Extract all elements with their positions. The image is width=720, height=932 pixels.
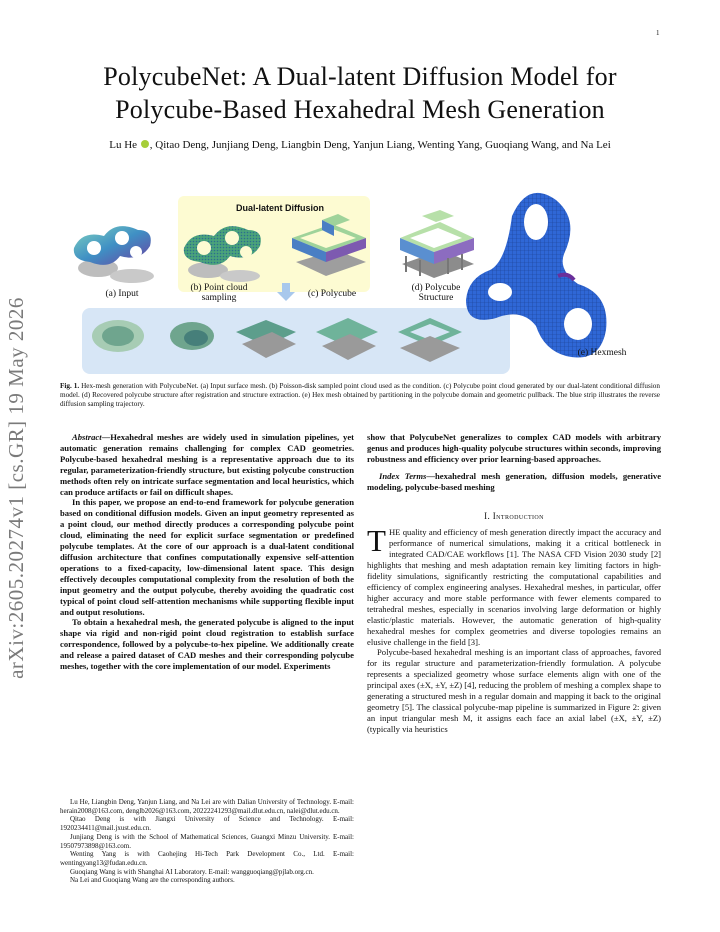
index-terms <box>367 471 661 493</box>
intro-paragraph-1 <box>367 523 661 647</box>
label-polycube-structure-line-1: (d) Polycube <box>411 283 461 293</box>
index-terms-label: Index Terms <box>379 470 427 481</box>
intro-lead: HE <box>388 527 401 538</box>
figure-1 <box>60 186 660 376</box>
footnote: Wenting Yang is with Caohejing Hi-Tech Park Development Co., Ltd. E-mail: wentingyang13@fudan.edu.cn. <box>60 850 354 867</box>
intro-paragraph-2: Polycube-based hexahedral meshing is an important class of approaches, favored for its regular structure and parameterization-friendly formulation. A polycube represents a specialized geometry whose surface elements align with one of the principal axes (±X, ±Y, ±Z) [4], reducing the problem of meshing a complex shape to generating a structured mesh in a regular domain and mapping it back to the original geometry [5]. The classical polycube-map pipeline is summarized in Figure 2: given an input triangular mesh M, it assigns each face an axial label (±X, ±Y, ±Z) (typically via heuristics <box>367 647 661 734</box>
caption-text: Hex-mesh generation with PolycubeNet. (a) Input surface mesh. (b) Poisson-disk sampled point cloud used as the condition. (c) Polycube point cloud generated by our dual-latent conditional diffusion model. (d) Recovered polycube structure after registration and structure extraction. (e) Hex mesh obtained by partitioning in the polycube domain and geometric pullback. The blue strip illustrates the reverse diffusion sampling trajectory. <box>60 382 660 408</box>
abstract-paragraph-3: To obtain a hexahedral mesh, the generated polycube is aligned to the input shape via rigid and non-rigid point cloud registration to establish surface correspondence, followed by a polycube-to-hex pipeline. We additionally create and release a paired dataset of CAD meshes and their corresponding polycube meshes, together with the core implementation of our model. Experiments <box>60 617 354 672</box>
figure-caption <box>60 382 660 409</box>
sampling-trajectory-strip <box>82 308 510 374</box>
introduction-body <box>367 523 661 734</box>
other-authors: , Qitao Deng, Junjiang Deng, Liangbin Deng, Yanjun Liang, Wenting Yang, Guoqiang Wang, and Na Lei <box>149 139 611 151</box>
left-column <box>60 432 354 672</box>
footnote: Lu He, Liangbin Deng, Yanjun Liang, and Na Lei are with Dalian University of Technology. E-mail: herain2008@163.com, denglb2026@163.com, 20222241293@mail.dlut.edu.cn, nalei@dlut.edu.cn. <box>60 798 354 815</box>
caption-label: Fig. 1. <box>60 382 80 390</box>
title-line-2: Polycube-Based Hexahedral Mesh Generation <box>115 95 605 124</box>
label-polycube-structure <box>396 283 476 303</box>
orcid-icon[interactable] <box>141 140 149 148</box>
section-heading-introduction: I. Introduction <box>484 510 544 521</box>
polycube-structure-illustration <box>400 210 474 278</box>
intro-text-1: quality and efficiency of mesh generation directly impact the accuracy and performance of numerical simulations, making it a critical bottleneck in integrated CAD/CAE workflows [1]. The NASA CFD Vision 2030 study [2] highlights that meshing and mesh adaptation remain key limiting factors in high-fidelity simulations, significantly restricting the computational capabilities and efficiency of complex engineering analyses. Hexahedral meshes, in particular, offer higher accuracy and more stable performance with fewer elements compared to tetrahedral meshes, especially in scenarios involving large deformation or highly elastic/plastic materials. However, the automatic generation of high-quality hexahedral meshes for complex geometries and diverse topologies remains an elusive challenge in the field [3]. <box>367 527 661 647</box>
label-input: (a) Input <box>105 289 139 299</box>
footnotes <box>60 798 354 885</box>
abstract <box>60 432 354 672</box>
footnote: Qitao Deng is with Jiangxi University of Science and Technology. E-mail: 1920234411@mail.jxust.edu.cn. <box>60 815 354 833</box>
diffusion-panel-title: Dual-latent Diffusion <box>236 203 324 213</box>
page-number: 1 <box>656 29 660 37</box>
abstract-text-1: —Hexahedral meshes are widely used in simulation pipelines, yet automatic generation remains challenging for complex CAD geometries. Polycube-based hexahedral meshing is a representative approach due to its regular, parameterization-friendly structure, but existing polycube construction methods often rely on intricate surface segmentation and local heuristics, which can produce artifacts or fail on difficult shapes. <box>60 432 354 497</box>
arxiv-identifier-stamp: arXiv:2605.20274v1 [cs.GR] 19 May 2026 <box>4 297 28 679</box>
abstract-label: Abstract <box>72 432 102 442</box>
title-line-1: PolycubeNet: A Dual-latent Diffusion Model for <box>103 62 617 91</box>
label-polycube-structure-line-2: Structure <box>418 293 454 303</box>
label-point-cloud <box>174 283 264 303</box>
abstract-paragraph-1 <box>60 432 354 497</box>
label-hexmesh: (e) Hexmesh <box>577 348 627 358</box>
drop-cap: T <box>367 523 386 559</box>
paper-title <box>60 60 660 126</box>
right-column <box>367 432 661 735</box>
footnote: Guoqiang Wang is with Shanghai AI Laboratory. E-mail: wangguoqiang@pjlab.org.cn. <box>70 867 314 876</box>
author-list <box>60 139 660 151</box>
index-terms-text: —hexahedral mesh generation, diffusion models, generative modeling, polycube-based meshing <box>367 470 662 492</box>
input-mesh-illustration <box>74 226 154 283</box>
label-point-cloud-line-2: sampling <box>201 293 237 303</box>
footnote: Na Lei and Guoqiang Wang are the corresponding authors. <box>70 876 235 885</box>
abstract-continued: show that PolycubeNet generalizes to complex CAD models with arbitrary genus and produces high-quality polycube structures within seconds, improving robustness and efficiency over prior learning-based approaches. <box>367 432 661 464</box>
label-point-cloud-line-1: (b) Point cloud <box>190 283 248 293</box>
abstract-paragraph-2: In this paper, we propose an end-to-end framework for polycube generation based on conditional diffusion models. Given an input geometry represented as a point cloud, our method directly produces a corresponding polycube point cloud, eliminating the need for explicit surface segmentation or predefined polycube templates. At the core of our approach is a dual-latent conditional diffusion architecture that confines computationally expensive self-attention operations to a fixed-capacity, low-dimensional latent space. This design effectively decouples computational complexity from the resolution of both the input geometry and the output polycube, thereby avoiding the quadratic cost typical of point cloud self-attention mechanisms while supporting flexible input and output resolutions. <box>60 497 354 617</box>
label-polycube: (c) Polycube <box>307 289 357 299</box>
first-author: Lu He <box>109 139 138 151</box>
footnote: Junjiang Deng is with the School of Mathematical Sciences, Guangxi Minzu University. E-mail: 19507973898@163.com. <box>60 832 354 850</box>
